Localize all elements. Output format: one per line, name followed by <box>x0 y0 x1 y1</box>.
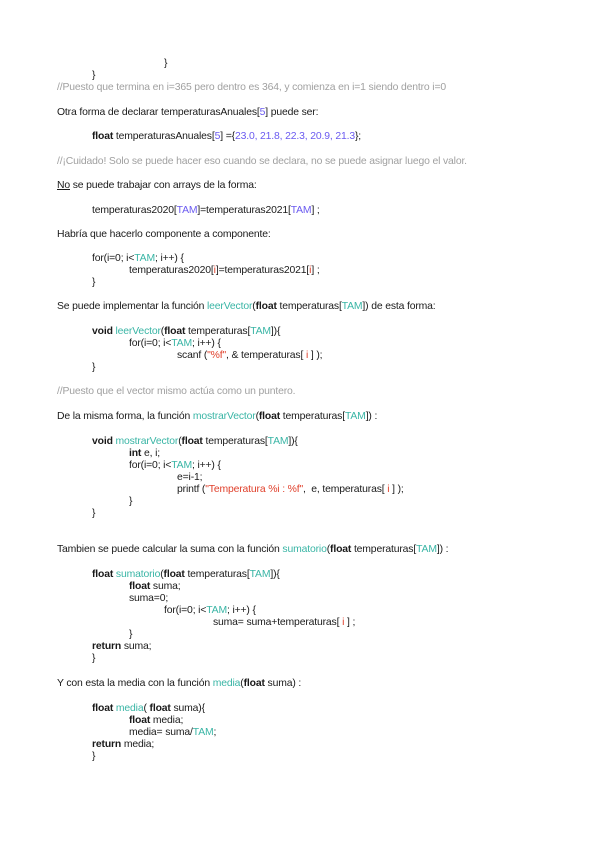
code-comment <box>57 156 467 167</box>
code-comment <box>57 82 446 93</box>
code-line <box>177 472 202 483</box>
code-text: } <box>164 58 168 69</box>
keyword: return <box>92 739 122 750</box>
code-text: suma; <box>121 641 152 652</box>
closing-brace <box>164 58 167 69</box>
closing-brace <box>92 277 95 288</box>
code-text: for(i=0; i< <box>92 253 135 264</box>
text: temperaturas[ <box>280 411 345 422</box>
keyword: int <box>129 448 142 459</box>
function-name: leerVector <box>112 326 161 337</box>
comment-text: //¡Cuidado! Solo se puede hacer eso cuando se declara, no se puede asignar luego el valor. <box>57 156 467 167</box>
index-var: i <box>309 265 312 276</box>
text: ]) : <box>365 411 378 422</box>
code-text: for(i=0; i< <box>129 460 172 471</box>
closing-brace <box>92 508 95 519</box>
code-line <box>164 605 256 616</box>
keyword: float <box>181 436 203 447</box>
code-text: ] ; <box>311 265 320 276</box>
text: se puede trabajar con arrays de la forma: <box>69 180 257 191</box>
function-name: leerVector <box>207 301 253 312</box>
code-text: temperaturas2020[ <box>92 205 177 216</box>
code-text: suma=0; <box>129 593 169 604</box>
code-text: temperaturas[ <box>202 436 268 447</box>
closing-brace <box>92 362 95 373</box>
code-text: temperaturas[ <box>185 326 251 337</box>
code-text: } <box>129 629 133 640</box>
keyword: float <box>243 678 265 689</box>
closing-brace <box>92 70 95 81</box>
code-text: } <box>92 653 96 664</box>
code-line <box>129 727 216 738</box>
code-text: ] ; <box>347 617 356 628</box>
code-text: ( <box>160 326 165 337</box>
paragraph <box>57 107 318 118</box>
paragraph <box>57 544 448 555</box>
code-text: ( <box>143 703 150 714</box>
code-text: , e, temperaturas[ <box>303 484 385 495</box>
keyword: void <box>92 436 113 447</box>
function-name: media <box>113 703 144 714</box>
code-line <box>92 739 154 750</box>
comment-text: //Puesto que el vector mismo actúa como un puntero. <box>57 386 296 397</box>
keyword: float <box>129 581 151 592</box>
paragraph <box>57 301 436 312</box>
code-text: ; i++) { <box>191 460 221 471</box>
code-text: for(i=0; i< <box>164 605 207 616</box>
code-line <box>129 448 160 459</box>
constant: TAM <box>416 544 437 555</box>
code-text: for(i=0; i< <box>129 338 172 349</box>
code-text: ] ={ <box>220 131 235 142</box>
code-text: ( <box>160 569 164 580</box>
text: Otra forma de declarar temperaturasAnuales[ <box>57 107 260 118</box>
function-name: media <box>212 678 241 689</box>
code-line <box>92 436 298 447</box>
code-text: , & temperaturas[ <box>226 350 304 361</box>
code-text: ; i++) { <box>154 253 184 264</box>
code-text: temperaturas2020[ <box>129 265 214 276</box>
paragraph <box>57 678 301 689</box>
comment-text: //Puesto que termina en i=365 pero dentro es 364, y comienza en i=1 siendo dentro i=0 <box>57 82 446 93</box>
code-line <box>129 460 221 471</box>
constant: TAM <box>341 301 363 312</box>
text: ]) : <box>436 544 449 555</box>
constant: TAM <box>267 436 289 447</box>
code-line <box>92 253 184 264</box>
number-literal: 5 <box>214 131 221 142</box>
code-text: } <box>92 277 96 288</box>
code-line <box>92 641 151 652</box>
text: Se puede implementar la función <box>57 301 207 312</box>
paragraph <box>57 411 377 422</box>
keyword: float <box>92 569 114 580</box>
constant: TAM <box>206 605 227 616</box>
code-text: ] ); <box>392 484 404 495</box>
keyword: float <box>92 703 114 714</box>
code-line <box>92 205 320 216</box>
constant: TAM <box>171 338 192 349</box>
code-text: printf ( <box>177 484 206 495</box>
code-text: temperaturasAnuales[ <box>113 131 215 142</box>
text: Y con esta la media con la función <box>57 678 213 689</box>
code-text: suma){ <box>170 703 205 714</box>
function-name: mostrarVector <box>192 411 256 422</box>
text: temperaturas[ <box>276 301 342 312</box>
constant: TAM <box>250 326 271 337</box>
keyword: float <box>255 301 277 312</box>
code-line <box>92 569 280 580</box>
code-text: ]){ <box>270 326 281 337</box>
code-text: } <box>92 751 96 762</box>
code-line <box>92 326 280 337</box>
code-text: ; i++) { <box>226 605 256 616</box>
keyword: float <box>149 703 171 714</box>
keyword: void <box>92 326 113 337</box>
number-literal: 5 <box>259 107 266 118</box>
constant: TAM <box>176 205 198 216</box>
code-line <box>177 484 404 495</box>
code-text: ; <box>213 727 217 738</box>
keyword: float <box>164 326 186 337</box>
keyword: float <box>330 544 352 555</box>
code-text: }; <box>354 131 362 142</box>
underlined-text: No <box>57 180 70 191</box>
code-line <box>92 131 361 142</box>
number-literal: 23.0, 21.8, 22.3, 20.9, 21.3 <box>234 131 355 142</box>
text: Tambien se puede calcular la suma con la función <box>57 544 283 555</box>
constant: TAM <box>171 460 192 471</box>
code-text: ( <box>178 436 182 447</box>
keyword: return <box>92 641 122 652</box>
text: temperaturas[ <box>351 544 417 555</box>
text: ( <box>326 544 331 555</box>
constant: TAM <box>249 569 271 580</box>
code-line <box>129 265 320 276</box>
code-text: media; <box>121 739 155 750</box>
code-text: } <box>92 70 96 81</box>
code-text: ]=temperaturas2021[ <box>215 265 310 276</box>
text: ]) de esta forma: <box>362 301 436 312</box>
code-text: ] ); <box>310 350 323 361</box>
text: Habría que hacerlo componente a componente: <box>57 229 271 240</box>
code-text: suma; <box>150 581 181 592</box>
keyword: float <box>258 411 281 422</box>
code-text: media; <box>150 715 184 726</box>
code-text: ]){ <box>288 436 298 447</box>
code-text: temperaturas[ <box>184 569 250 580</box>
code-text: ; i++) { <box>191 338 221 349</box>
constant: TAM <box>344 411 366 422</box>
code-line <box>92 703 205 714</box>
code-text: scanf ( <box>177 350 208 361</box>
code-text: } <box>129 496 133 507</box>
index-var: i <box>384 484 393 495</box>
index-var: i <box>339 617 347 628</box>
keyword: float <box>163 569 185 580</box>
closing-brace <box>129 496 132 507</box>
text: ( <box>255 411 259 422</box>
text: De la misma forma, la función <box>57 411 193 422</box>
code-text: e=i-1; <box>177 472 203 483</box>
code-line <box>213 617 355 628</box>
constant: TAM <box>134 253 155 264</box>
index-var: i <box>303 350 311 361</box>
code-text: ]){ <box>270 569 280 580</box>
code-text: } <box>92 508 96 519</box>
string-literal: "%f" <box>207 350 227 361</box>
code-text: } <box>92 362 96 373</box>
paragraph <box>57 229 271 240</box>
code-line <box>129 338 221 349</box>
paragraph <box>57 180 257 191</box>
index-var: i <box>213 265 216 276</box>
code-line <box>129 715 183 726</box>
text: ( <box>252 301 256 312</box>
code-text: suma= suma+temperaturas[ <box>213 617 340 628</box>
function-name: sumatorio <box>282 544 327 555</box>
string-literal: "Temperatura %i : %f" <box>205 484 304 495</box>
closing-brace <box>92 751 95 762</box>
function-name: sumatorio <box>113 569 161 580</box>
keyword: float <box>129 715 151 726</box>
text: ] puede ser: <box>265 107 319 118</box>
text: ( <box>240 678 244 689</box>
function-name: mostrarVector <box>112 436 179 447</box>
code-text: ] ; <box>311 205 320 216</box>
closing-brace <box>92 653 95 664</box>
code-line <box>177 350 322 361</box>
code-line <box>129 593 168 604</box>
code-comment <box>57 386 295 397</box>
constant: TAM <box>192 727 214 738</box>
text: suma) : <box>264 678 302 689</box>
keyword: float <box>92 131 114 142</box>
code-text: media= suma/ <box>129 727 193 738</box>
code-text: ]=temperaturas2021[ <box>197 205 291 216</box>
closing-brace <box>129 629 132 640</box>
code-text: e, i; <box>141 448 160 459</box>
constant: TAM <box>290 205 312 216</box>
code-line <box>129 581 180 592</box>
